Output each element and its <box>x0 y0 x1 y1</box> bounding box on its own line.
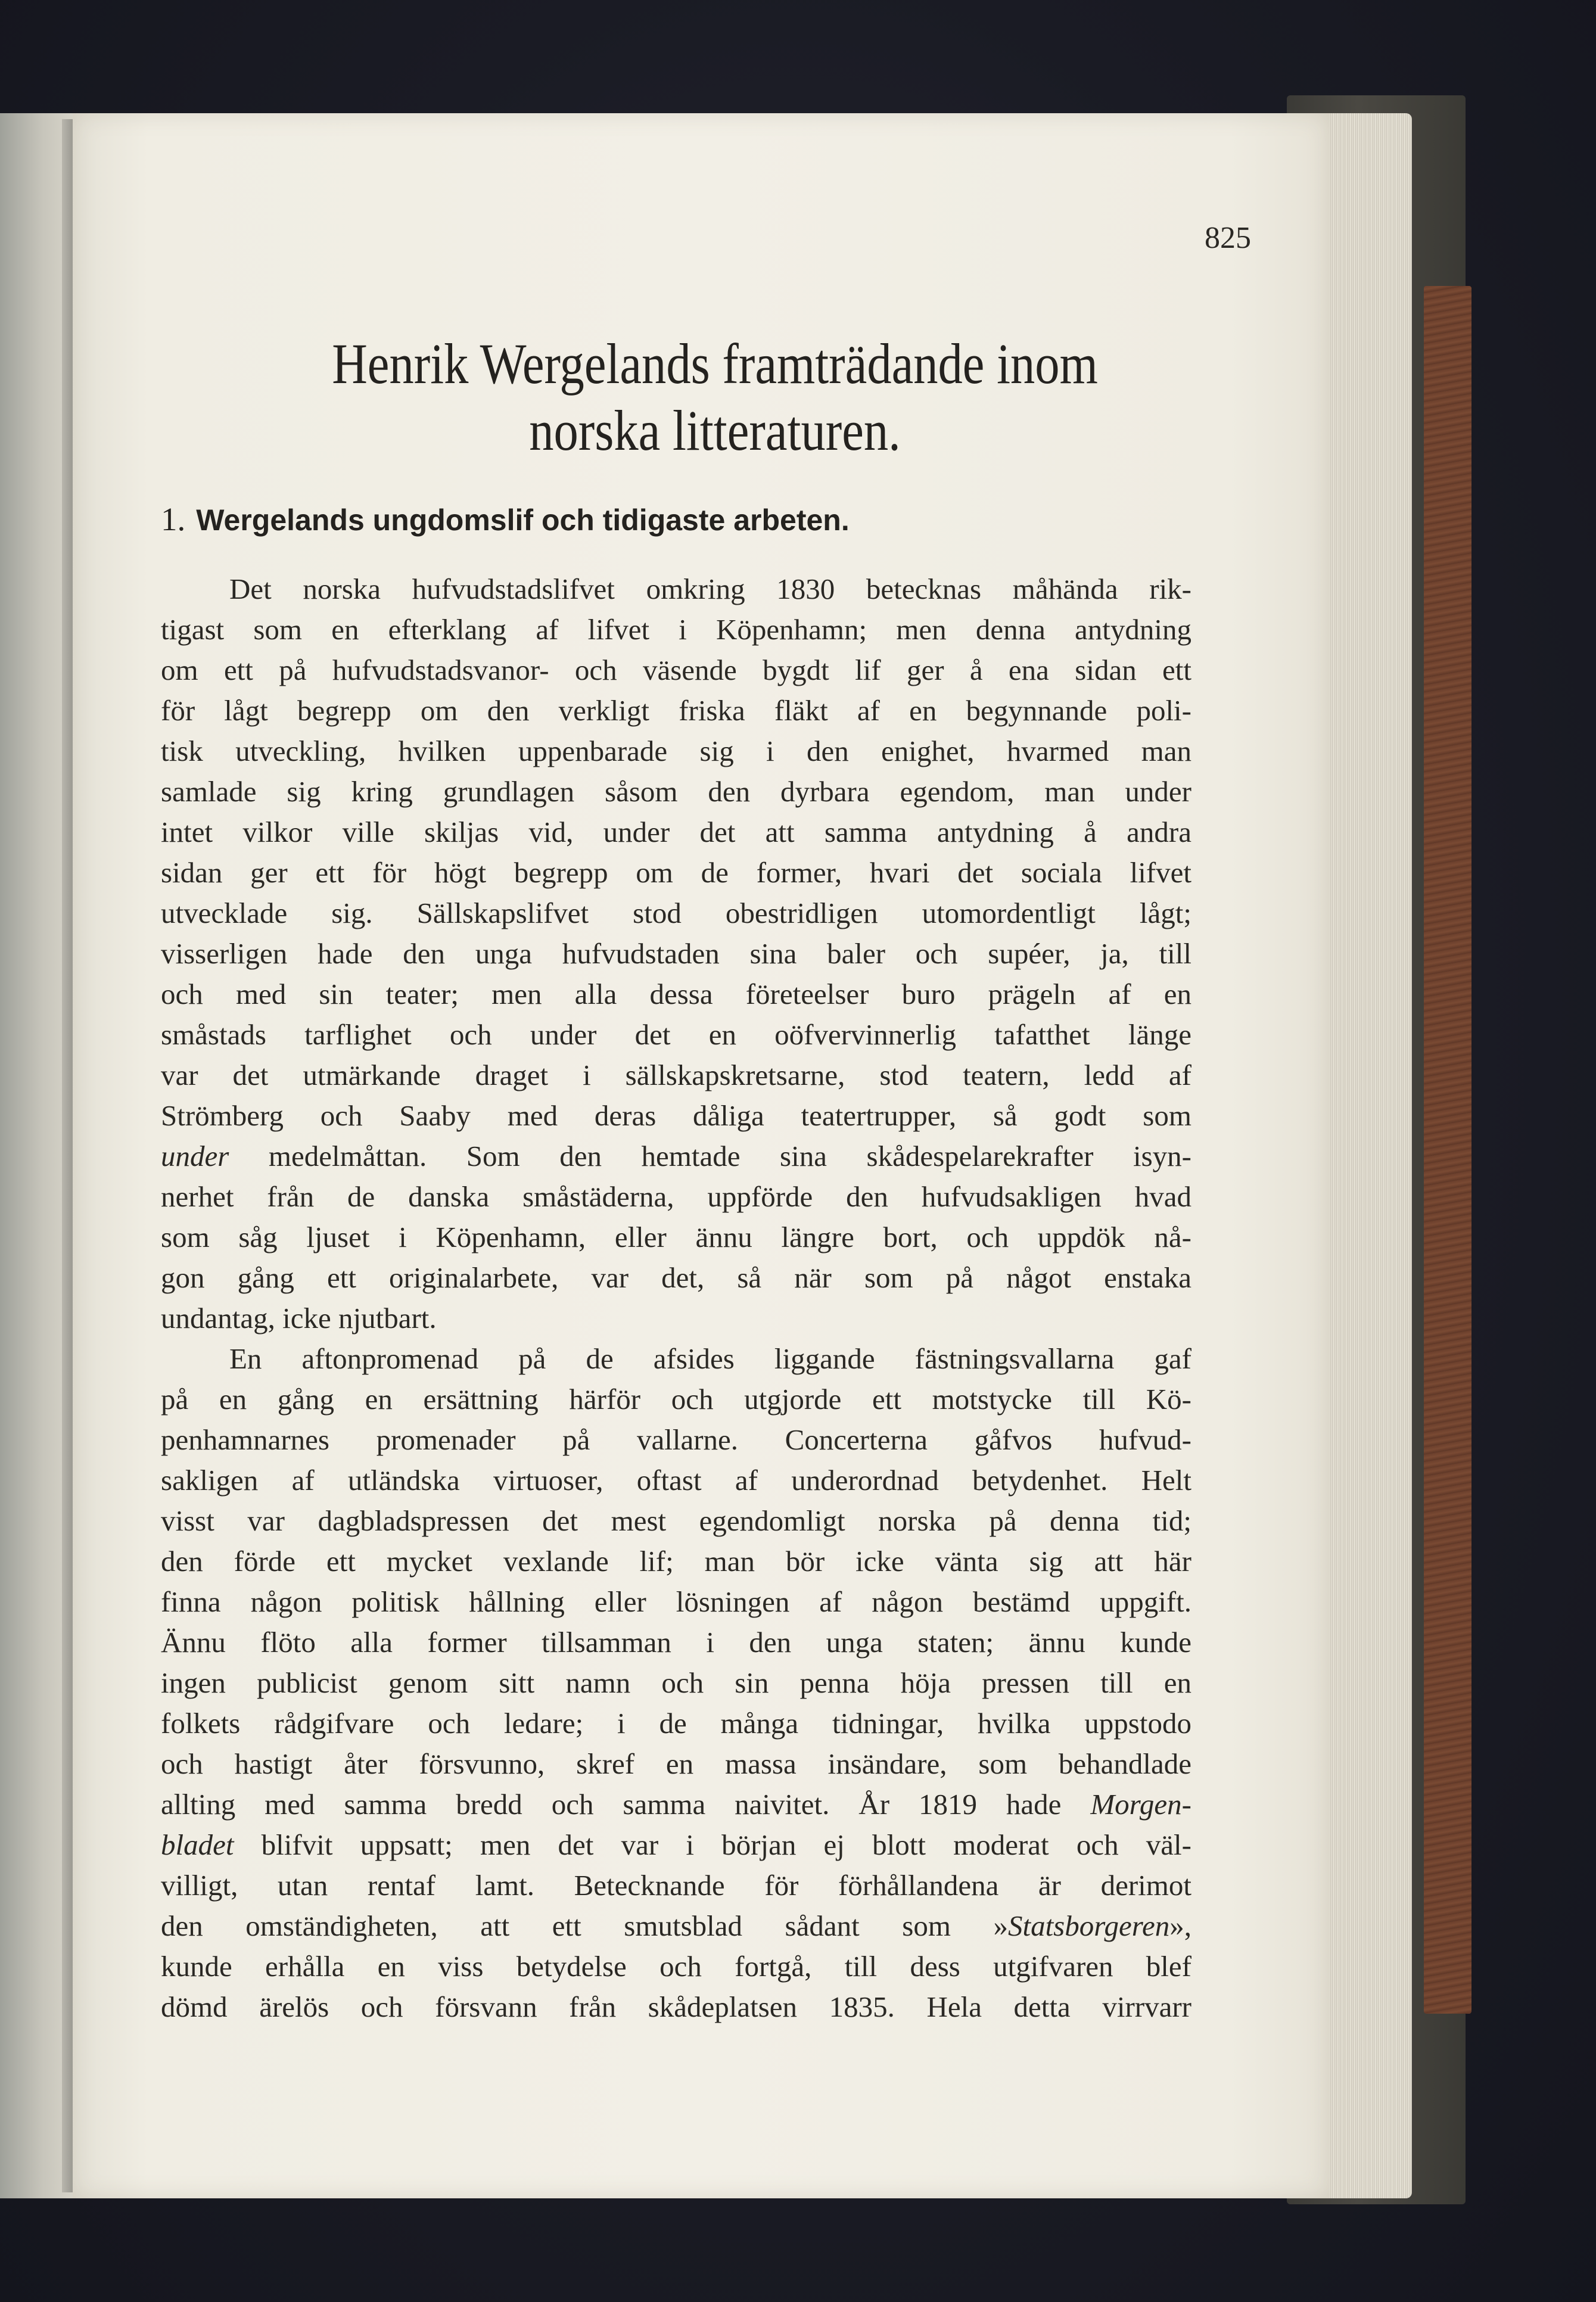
text-line: samlade sig kring grundlagen såsom den dyrbara egendom, man under <box>161 775 1191 808</box>
italic-word: bladet <box>161 1828 234 1861</box>
section-number: 1. <box>161 501 186 537</box>
chapter-title-line-2: norska litteraturen. <box>529 399 901 462</box>
text-line: visserligen hade den unga hufvudstaden sina baler och supéer, ja, till <box>161 937 1191 970</box>
text-line: intet vilkor ville skiljas vid, under det att samma antydning å andra <box>161 816 1191 848</box>
text-line: dömd ärelös och försvann från skådeplatsen 1835. Hela detta virrvarr <box>161 1990 1191 2023</box>
text-line <box>161 1136 1191 1177</box>
text-line: sakligen af utländska virtuoser, oftast af underordnad betydenhet. Helt <box>161 1464 1191 1497</box>
text-line: den förde ett mycket vexlande lif; man bör icke vänta sig att här <box>161 1545 1191 1578</box>
text-line: sidan ger ett för högt begrepp om de former, hvari det sociala lifvet <box>161 856 1191 889</box>
page-number: 825 <box>1205 221 1251 255</box>
text-line: var det utmärkande draget i sällskapskretsarne, stod teatern, ledd af <box>161 1059 1191 1091</box>
text-segment: allting med samma bredd och samma naivitet. År 1819 hade <box>161 1788 1091 1821</box>
text-line: finna någon politisk hållning eller lösningen af någon bestämd uppgift. <box>161 1585 1191 1618</box>
book-cover-cloth <box>1424 286 1471 2014</box>
text-line: gon gång ett originalarbete, var det, så när som på något enstaka <box>161 1261 1191 1294</box>
section-title: Wergelands ungdomslif och tidigaste arbeten. <box>196 503 850 537</box>
body-text <box>161 569 1191 2027</box>
text-line <box>161 1784 1191 1825</box>
text-line: Strömberg och Saaby med deras dåliga teatertrupper, så godt som <box>161 1099 1191 1132</box>
text-line: kunde erhålla en viss betydelse och fortgå, till dess utgifvaren blef <box>161 1950 1191 1983</box>
text-line: på en gång en ersättning härför och utgjorde ett motstycke till Kö- <box>161 1383 1191 1416</box>
italic-word: Morgen- <box>1090 1788 1191 1821</box>
text-line: för lågt begrepp om den verkligt friska fläkt af en begynnande poli- <box>161 694 1191 727</box>
text-line: småstads tarflighet och under det en oöfvervinnerlig tafatthet länge <box>161 1018 1191 1051</box>
text-line: folkets rådgifvare och ledare; i de många tidningar, hvilka uppstodo <box>161 1707 1191 1740</box>
italic-word: under <box>161 1140 229 1172</box>
text-segment: medelmåttan. Som den hemtade sina skådespelarekrafter isyn- <box>229 1140 1191 1172</box>
text-line: visst var dagbladspressen det mest egendomligt norska på denna tid; <box>161 1504 1191 1537</box>
italic-word: Statsborgeren <box>1007 1909 1170 1942</box>
text-line: utvecklade sig. Sällskapslifvet stod obestridligen utomordentligt lågt; <box>161 897 1191 929</box>
text-segment: den omständigheten, att ett smutsblad sådant som » <box>161 1909 1008 1942</box>
text-line: tigast som en efterklang af lifvet i Köpenhamn; men denna antydning <box>161 613 1191 646</box>
text-line: nerhet från de danska småstäderna, uppförde den hufvudsakligen hvad <box>161 1180 1191 1213</box>
text-line: om ett på hufvudstadsvanor- och väsende bygdt lif ger å ena sidan ett <box>161 654 1191 686</box>
section-heading <box>161 500 1174 538</box>
text-segment: », <box>1169 1909 1191 1942</box>
page-edges <box>1323 113 1412 2198</box>
text-line: undantag, icke njutbart. <box>161 1302 437 1334</box>
chapter-title <box>254 331 1176 464</box>
text-segment: blifvit uppsatt; men det var i början ej blott moderat och väl- <box>234 1828 1191 1861</box>
text-line: ingen publicist genom sitt namn och sin penna höja pressen till en <box>161 1666 1191 1699</box>
text-line: Ännu flöto alla former tillsamman i den unga staten; ännu kunde <box>161 1626 1191 1659</box>
text-line: penhamnarnes promenader på vallarne. Concerterna gåfvos hufvud- <box>161 1423 1191 1456</box>
text-line: En aftonpromenad på de afsides liggande fästningsvallarna gaf <box>229 1342 1191 1375</box>
text-line: och med sin teater; men alla dessa företeelser buro prägeln af en <box>161 978 1191 1010</box>
text-line: tisk utveckling, hvilken uppenbarade sig i den enighet, hvarmed man <box>161 735 1191 767</box>
text-line: som såg ljuset i Köpenhamn, eller ännu längre bort, och uppdök nå- <box>161 1221 1191 1253</box>
text-line <box>161 1906 1191 1946</box>
text-line <box>161 1825 1191 1865</box>
text-line: och hastigt åter försvunno, skref en massa insändare, som behandlade <box>161 1747 1191 1780</box>
text-line: villigt, utan rentaf lamt. Betecknande för förhållandena är derimot <box>161 1869 1191 1902</box>
text-line: Det norska hufvudstadslifvet omkring 1830 betecknas måhända rik- <box>229 573 1191 605</box>
chapter-title-line-1: Henrik Wergelands framträdande inom <box>332 332 1098 396</box>
